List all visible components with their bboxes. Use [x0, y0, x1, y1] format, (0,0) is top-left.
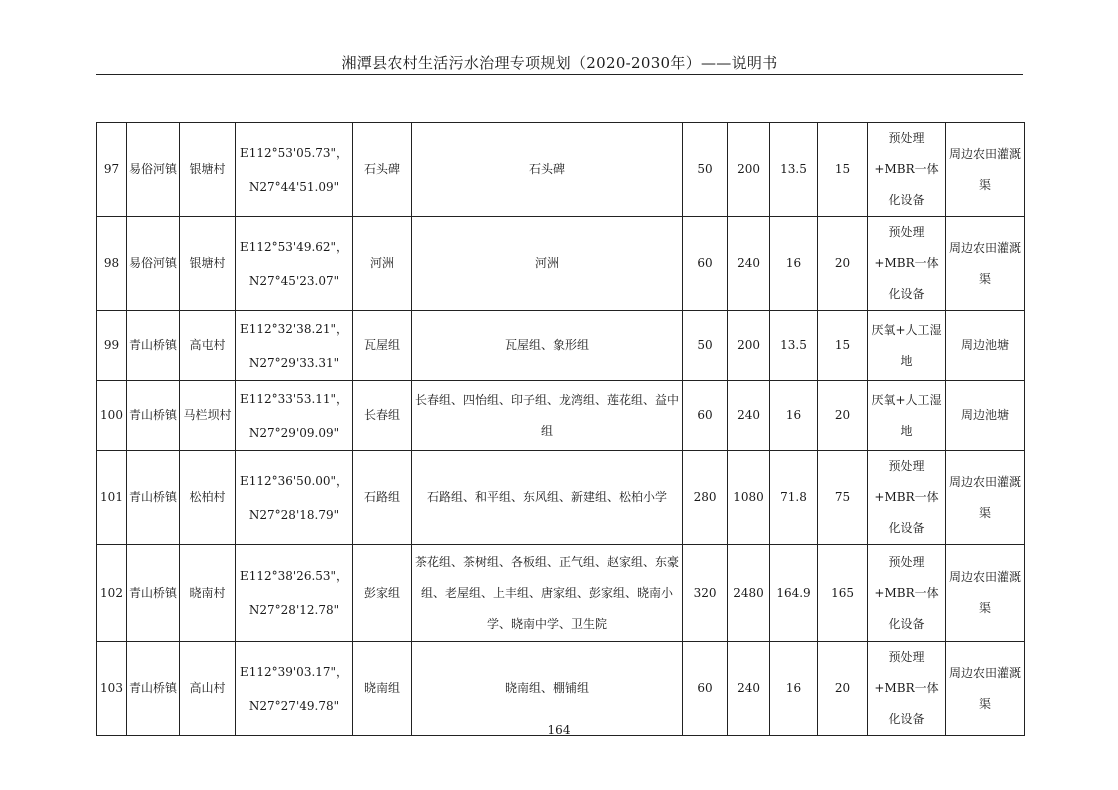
town-cell: 青山桥镇 [127, 545, 180, 642]
station-cell: 瓦屋组 [353, 311, 412, 381]
value-cell-1: 280 [683, 451, 728, 545]
town-cell: 青山桥镇 [127, 451, 180, 545]
value-cell-3: 164.9 [770, 545, 818, 642]
served-groups-cell: 晓南组、棚铺组 [412, 642, 683, 736]
served-groups-cell: 长春组、四怡组、印子组、龙湾组、莲花组、益中组 [412, 381, 683, 451]
value-cell-2: 240 [728, 217, 770, 311]
coordinate-north: N27°27'49.78" [248, 698, 340, 713]
value-cell-2: 240 [728, 642, 770, 736]
discharge-destination-cell: 周边池塘 [946, 311, 1025, 381]
value-cell-4: 20 [818, 217, 868, 311]
coordinate-east: E112°53'05.73"， [239, 145, 349, 160]
station-cell: 河洲 [353, 217, 412, 311]
value-cell-2: 240 [728, 381, 770, 451]
town-cell: 青山桥镇 [127, 642, 180, 736]
coordinate-cell [236, 381, 353, 451]
station-cell: 长春组 [353, 381, 412, 451]
served-groups-cell: 石路组、和平组、东风组、新建组、松柏小学 [412, 451, 683, 545]
value-cell-1: 60 [683, 381, 728, 451]
coordinate-east: E112°32'38.21"， [239, 321, 349, 336]
value-cell-1: 50 [683, 311, 728, 381]
row-number-cell: 98 [97, 217, 127, 311]
discharge-destination-cell: 周边农田灌溉渠 [946, 642, 1025, 736]
served-groups-cell: 河洲 [412, 217, 683, 311]
row-number-cell: 99 [97, 311, 127, 381]
table-row [97, 217, 1025, 311]
table-row [97, 123, 1025, 217]
coordinate-north: N27°29'09.09" [248, 425, 340, 440]
town-cell: 青山桥镇 [127, 381, 180, 451]
coordinate-cell [236, 217, 353, 311]
station-cell: 石路组 [353, 451, 412, 545]
coordinate-north: N27°29'33.31" [248, 355, 340, 370]
value-cell-1: 60 [683, 217, 728, 311]
sewage-station-table [96, 122, 1025, 736]
treatment-process-cell: 厌氧+人工湿地 [868, 311, 946, 381]
discharge-destination-cell: 周边农田灌溉渠 [946, 217, 1025, 311]
village-cell: 晓南村 [180, 545, 236, 642]
header-rule [96, 74, 1023, 75]
discharge-destination-cell: 周边农田灌溉渠 [946, 123, 1025, 217]
value-cell-1: 320 [683, 545, 728, 642]
page-number: 164 [547, 723, 571, 737]
value-cell-3: 16 [770, 642, 818, 736]
coordinate-east: E112°53'49.62"， [239, 239, 349, 254]
value-cell-4: 15 [818, 311, 868, 381]
value-cell-2: 200 [728, 311, 770, 381]
value-cell-4: 75 [818, 451, 868, 545]
value-cell-1: 50 [683, 123, 728, 217]
value-cell-4: 20 [818, 381, 868, 451]
coordinate-east: E112°38'26.53"， [239, 569, 349, 583]
town-cell: 易俗河镇 [127, 217, 180, 311]
village-cell: 马栏坝村 [180, 381, 236, 451]
page-header-title: 湘潭县农村生活污水治理专项规划（2020-2030年）——说明书 [341, 54, 778, 72]
value-cell-2: 200 [728, 123, 770, 217]
discharge-destination-cell: 周边农田灌溉渠 [946, 451, 1025, 545]
coordinate-cell [236, 545, 353, 642]
served-groups-cell: 瓦屋组、象形组 [412, 311, 683, 381]
discharge-destination-cell: 周边农田灌溉渠 [946, 545, 1025, 642]
table-row [97, 451, 1025, 545]
village-cell: 高屯村 [180, 311, 236, 381]
coordinate-cell [236, 123, 353, 217]
value-cell-3: 13.5 [770, 123, 818, 217]
value-cell-2: 1080 [728, 451, 770, 545]
value-cell-3: 16 [770, 217, 818, 311]
village-cell: 银塘村 [180, 217, 236, 311]
coordinate-cell [236, 642, 353, 736]
treatment-process-cell: 厌氧+人工湿地 [868, 381, 946, 451]
coordinate-north: N27°44'51.09" [248, 179, 340, 194]
row-number-cell: 97 [97, 123, 127, 217]
town-cell: 易俗河镇 [127, 123, 180, 217]
coordinate-north: N27°45'23.07" [248, 273, 340, 288]
value-cell-4: 165 [818, 545, 868, 642]
served-groups-cell: 石头碑 [412, 123, 683, 217]
served-groups-cell: 茶花组、茶树组、各板组、正气组、赵家组、东豪组、老屋组、上丰组、唐家组、彭家组、晓南小学、晓南中学、卫生院 [412, 545, 683, 642]
table-row [97, 545, 1025, 642]
treatment-process-cell: 预处理+MBR一体化设备 [868, 545, 946, 642]
row-number-cell: 103 [97, 642, 127, 736]
value-cell-3: 16 [770, 381, 818, 451]
table-row [97, 381, 1025, 451]
treatment-process-cell: 预处理+MBR一体化设备 [868, 217, 946, 311]
discharge-destination-cell: 周边池塘 [946, 381, 1025, 451]
town-cell: 青山桥镇 [127, 311, 180, 381]
station-cell: 晓南组 [353, 642, 412, 736]
value-cell-4: 15 [818, 123, 868, 217]
value-cell-2: 2480 [728, 545, 770, 642]
treatment-process-cell: 预处理+MBR一体化设备 [868, 642, 946, 736]
station-cell: 石头碑 [353, 123, 412, 217]
value-cell-3: 71.8 [770, 451, 818, 545]
row-number-cell: 100 [97, 381, 127, 451]
coordinate-north: N27°28'12.78" [248, 603, 340, 617]
value-cell-4: 20 [818, 642, 868, 736]
value-cell-3: 13.5 [770, 311, 818, 381]
table-row [97, 311, 1025, 381]
value-cell-1: 60 [683, 642, 728, 736]
treatment-process-cell: 预处理+MBR一体化设备 [868, 451, 946, 545]
coordinate-east: E112°36'50.00"， [239, 473, 349, 488]
coordinate-north: N27°28'18.79" [248, 507, 340, 522]
village-cell: 松柏村 [180, 451, 236, 545]
table-row [97, 642, 1025, 736]
coordinate-east: E112°33'53.11"， [239, 391, 349, 406]
coordinate-east: E112°39'03.17"， [239, 664, 349, 679]
row-number-cell: 101 [97, 451, 127, 545]
station-cell: 彭家组 [353, 545, 412, 642]
treatment-process-cell: 预处理+MBR一体化设备 [868, 123, 946, 217]
village-cell: 银塘村 [180, 123, 236, 217]
coordinate-cell [236, 311, 353, 381]
village-cell: 高山村 [180, 642, 236, 736]
coordinate-cell [236, 451, 353, 545]
row-number-cell: 102 [97, 545, 127, 642]
